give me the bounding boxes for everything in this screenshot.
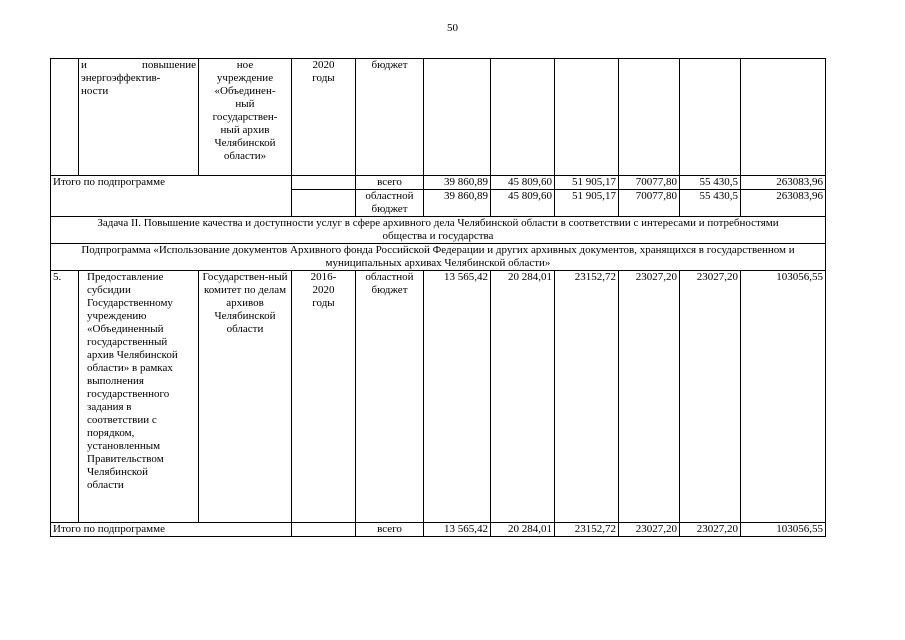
cell-value: 23027,20	[680, 271, 741, 523]
budget-table	[50, 58, 826, 537]
cell-period: 2020 годы	[292, 59, 356, 176]
cell-value: 13 565,42	[424, 523, 491, 537]
cell-value: 23152,72	[555, 523, 619, 537]
table-row-task	[51, 217, 826, 244]
cell-executor: Государствен-ный комитет по делам архивов Челябинской области	[199, 271, 292, 523]
cell-total: 103056,55	[741, 523, 826, 537]
cell-num	[51, 59, 79, 176]
cell-executor: ное учреждение «Объединен- ный государствен- ный архив Челябинской области»	[199, 59, 292, 176]
table-row	[51, 271, 826, 523]
desc-line: ности	[81, 85, 109, 97]
cell-source: бюджет	[356, 59, 424, 176]
cell-description	[79, 59, 199, 176]
cell-itogo-label: Итого по подпрограмме	[51, 523, 292, 537]
cell-value: 70077,80	[619, 176, 680, 190]
cell-value: 55 430,5	[680, 176, 741, 190]
cell-source: областной бюджет	[356, 190, 424, 217]
cell-period: 2016-2020 годы	[292, 271, 356, 523]
cell-value: 23027,20	[619, 523, 680, 537]
cell-value: 51 905,17	[555, 190, 619, 217]
table-row-continued	[51, 59, 826, 176]
cell-value: 70077,80	[619, 190, 680, 217]
cell-source: всего	[356, 523, 424, 537]
cell-source: областной бюджет	[356, 271, 424, 523]
cell-value: 20 284,01	[491, 271, 555, 523]
table-row-subprogram	[51, 244, 826, 271]
cell-description: Предоставление субсидии Государственному учреждению «Объединенный государственный архив Челябинской области» в рамках выполнения государственного задания в соответствии с порядком, установленным Правительством Челябинской области	[79, 271, 199, 523]
cell-total: 263083,96	[741, 190, 826, 217]
cell-num: 5.	[51, 271, 79, 523]
desc-line: энергоэффектив-	[81, 72, 161, 84]
cell-value: 51 905,17	[555, 176, 619, 190]
page-number: 50	[447, 22, 458, 34]
desc-word-b: повышение	[142, 59, 196, 71]
cell-source: всего	[356, 176, 424, 190]
cell-value: 39 860,89	[424, 190, 491, 217]
cell-value: 20 284,01	[491, 523, 555, 537]
cell-total: 263083,96	[741, 176, 826, 190]
cell-value: 23027,20	[680, 523, 741, 537]
cell-value: 13 565,42	[424, 271, 491, 523]
cell-total: 103056,55	[741, 271, 826, 523]
desc-word-a: и	[81, 59, 87, 71]
table-row-itogo	[51, 523, 826, 537]
task-heading: Задача II. Повышение качества и доступности услуг в сфере архивного дела Челябинской области в соответствии с интересами и потребностями общества и государства	[51, 217, 826, 244]
cell-value: 23027,20	[619, 271, 680, 523]
subprogram-heading: Подпрограмма «Использование документов Архивного фонда Российской Федерации и других архивных документов, хранящихся в государственном и муниципальных архивах Челябинской области»	[51, 244, 826, 271]
cell-value: 39 860,89	[424, 176, 491, 190]
cell-value: 45 809,60	[491, 190, 555, 217]
cell-value: 23152,72	[555, 271, 619, 523]
cell-itogo-label: Итого по подпрограмме	[51, 176, 292, 217]
table-row-itogo	[51, 176, 826, 190]
cell-value: 45 809,60	[491, 176, 555, 190]
cell-value: 55 430,5	[680, 190, 741, 217]
